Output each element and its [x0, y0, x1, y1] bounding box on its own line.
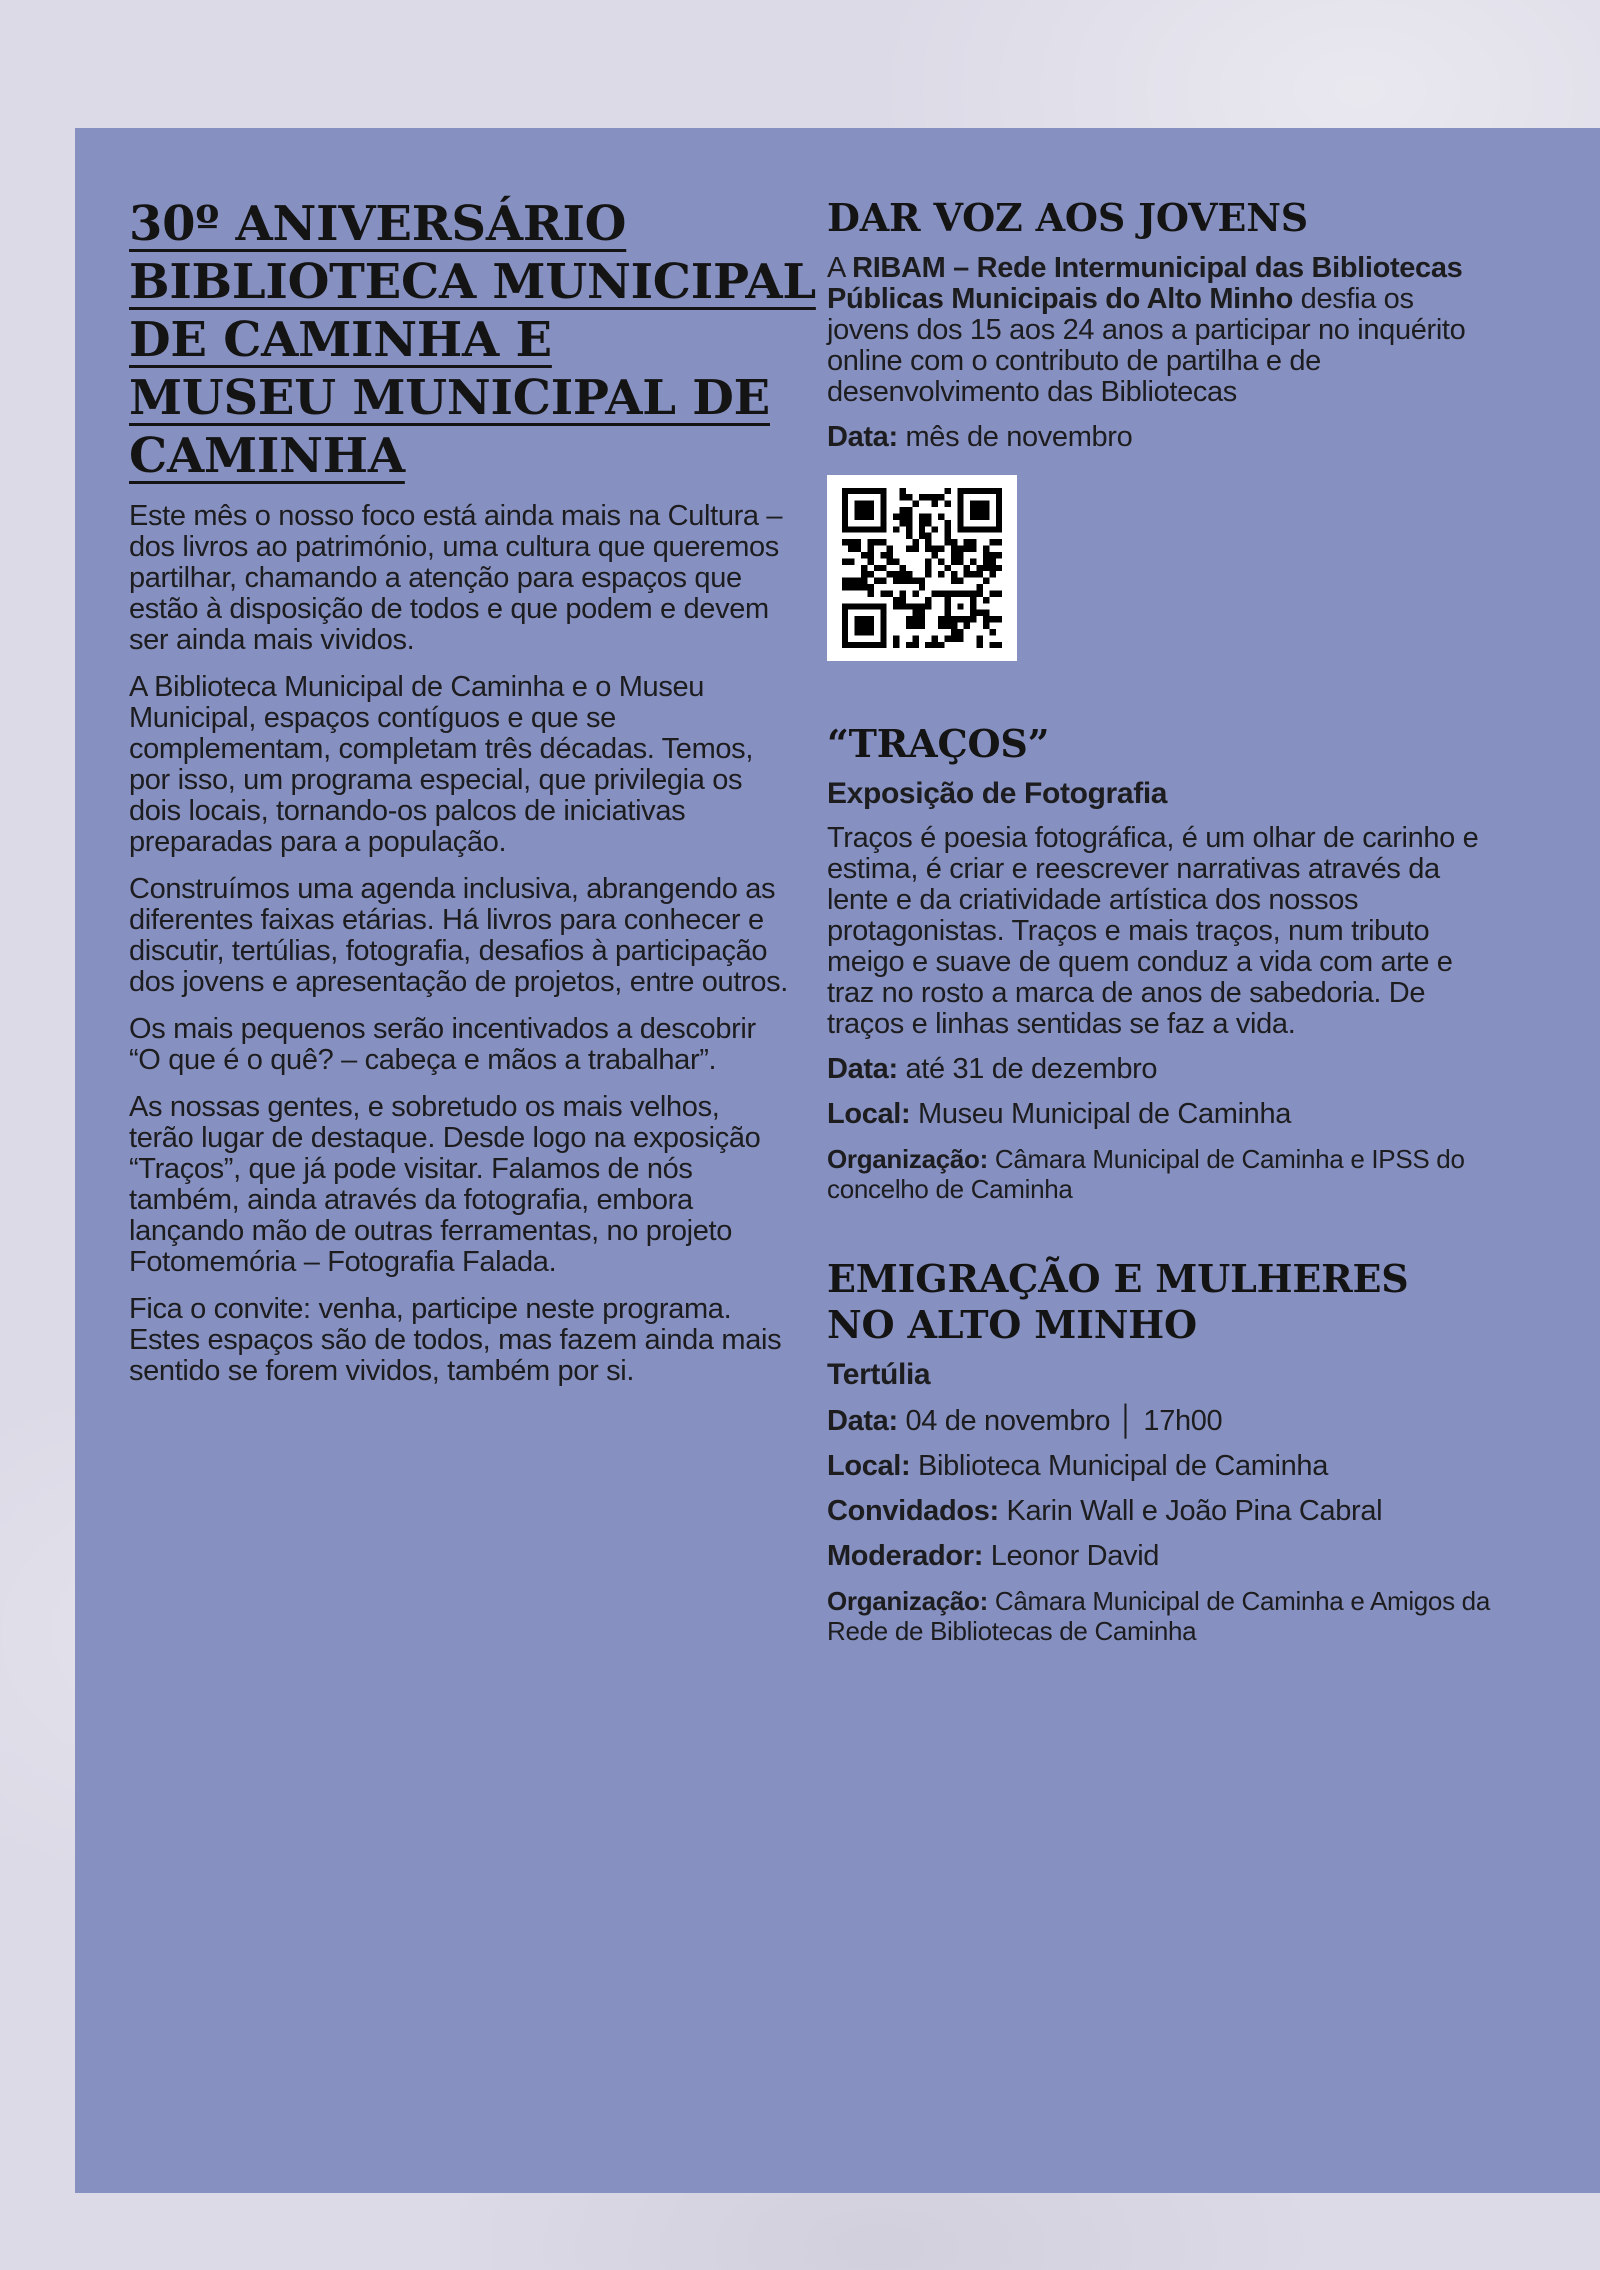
detail-row: [827, 1496, 1495, 1527]
two-column-layout: [75, 128, 1600, 1646]
intro-bold-network-name: RIBAM – Rede Intermunicipal das Bibliotecas Públicas Municipais do Alto Minho: [827, 252, 1463, 315]
section-subtitle: Exposição de Fotografia: [827, 777, 1168, 810]
paragraph: Construímos uma agenda inclusiva, abrangendo as diferentes faixas etárias. Há livros para conhecer e discutir, tertúlias, fotografia, desafios à participação dos jovens e apresentação de projetos, entre outros.: [129, 873, 789, 998]
section-title-line: DAR VOZ AOS JOVENS: [827, 195, 1309, 240]
detail-row: [827, 422, 1495, 453]
detail-row: [827, 1054, 1495, 1085]
qr-code-icon: [827, 475, 1017, 661]
section-intro: [827, 253, 1495, 408]
detail-row: [827, 1586, 1495, 1646]
detail-value: mês de novembro: [905, 421, 1133, 453]
detail-label: Local:: [827, 1098, 911, 1130]
detail-row: [827, 1541, 1495, 1572]
detail-label: Organização:: [827, 1144, 988, 1174]
section-title-line: “TRAÇOS”: [827, 721, 1050, 766]
detail-label: Data:: [827, 1405, 898, 1437]
detail-label: Data:: [827, 421, 898, 453]
section-emigracao-e-mulheres: [827, 1256, 1495, 1646]
detail-value: 04 de novembro │ 17h00: [905, 1405, 1223, 1437]
page-title: [129, 195, 816, 485]
page-title-line: MUSEU MUNICIPAL DE: [129, 370, 770, 426]
page-title-line: 30º ANIVERSÁRIO: [129, 196, 627, 252]
left-column: [129, 195, 816, 1646]
paragraph: As nossas gentes, e sobretudo os mais velhos, terão lugar de destaque. Desde logo na exposição “Traços”, que já pode visitar. Falamos de nós também, ainda através da fotografia, embora lançando mão de outras ferramentas, no projeto Fotomemória – Fotografia Falada.: [129, 1091, 761, 1278]
detail-value: Museu Municipal de Caminha: [918, 1098, 1292, 1130]
paragraph: A Biblioteca Municipal de Caminha e o Museu Municipal, espaços contíguos e que se complementam, completam três décadas. Temos, por isso, um programa especial, que privilegia os dois locais, tornando-os palcos de iniciativas preparadas para a população.: [129, 671, 754, 858]
detail-row: [827, 1144, 1495, 1204]
page-title-line: CAMINHA: [129, 428, 405, 484]
section-dar-voz-aos-jovens: [827, 195, 1495, 661]
detail-list: [827, 1406, 1495, 1646]
page-title-line: BIBLIOTECA MUNICIPAL: [129, 254, 816, 310]
detail-row: [827, 1406, 1495, 1437]
section-title-line: EMIGRAÇÃO E MULHERES: [827, 1256, 1409, 1301]
detail-value: até 31 de dezembro: [905, 1053, 1158, 1085]
page-title-line: DE CAMINHA E: [129, 312, 552, 368]
detail-label: Local:: [827, 1450, 911, 1482]
detail-label: Organização:: [827, 1586, 988, 1616]
detail-value: Câmara Municipal de Caminha e IPSS do concelho de Caminha: [827, 1144, 1465, 1204]
detail-label: Moderador:: [827, 1540, 984, 1572]
editorial-text: [129, 501, 791, 1387]
detail-label: Convidados:: [827, 1495, 999, 1527]
detail-value: Biblioteca Municipal de Caminha: [918, 1450, 1328, 1482]
detail-value: Câmara Municipal de Caminha e Amigos da Rede de Bibliotecas de Caminha: [827, 1586, 1490, 1646]
paragraph: Fica o convite: venha, participe neste programa. Estes espaços são de todos, mas fazem ainda mais sentido se forem vividos, também por si.: [129, 1293, 782, 1387]
intro-prefix: A: [827, 252, 853, 284]
detail-list: [827, 422, 1495, 453]
section-title: [827, 195, 1495, 241]
paragraph: Os mais pequenos serão incentivados a descobrir “O que é o quê? – cabeça e mãos a trabalhar”.: [129, 1013, 756, 1076]
detail-row: [827, 1099, 1495, 1130]
section-title-line: NO ALTO MINHO: [827, 1302, 1197, 1347]
section-title: [827, 1256, 1495, 1348]
right-column: [827, 195, 1495, 1646]
detail-value: Karin Wall e João Pina Cabral: [1006, 1495, 1383, 1527]
content-panel: [75, 128, 1600, 2193]
detail-label: Data:: [827, 1053, 898, 1085]
section-body: Traços é poesia fotográfica, é um olhar de carinho e estima, é criar e reescrever narrativas através da lente e da criatividade artística dos nossos protagonistas. Traços e mais traços, num tributo meigo e suave de quem conduz a vida com arte e traz no rosto a marca de anos de sabedoria. De traços e linhas sentidas se faz a vida.: [827, 822, 1479, 1040]
intro-rest: desfia os jovens dos 15 aos 24 anos a participar no inquérito online com o contributo de partilha e de desenvolvimento das Bibliotecas: [827, 283, 1466, 408]
qr-code: [827, 475, 1017, 661]
detail-row: [827, 1451, 1495, 1482]
detail-value: Leonor David: [990, 1540, 1160, 1572]
paragraph: Este mês o nosso foco está ainda mais na Cultura – dos livros ao património, uma cultura que queremos partilhar, chamando a atenção para espaços que estão à disposição de todos e que podem e devem ser ainda mais vividos.: [129, 500, 783, 656]
section-tracos: [827, 721, 1495, 1204]
detail-list: [827, 1054, 1495, 1204]
section-subtitle: Tertúlia: [827, 1358, 931, 1391]
section-title: [827, 721, 1495, 767]
